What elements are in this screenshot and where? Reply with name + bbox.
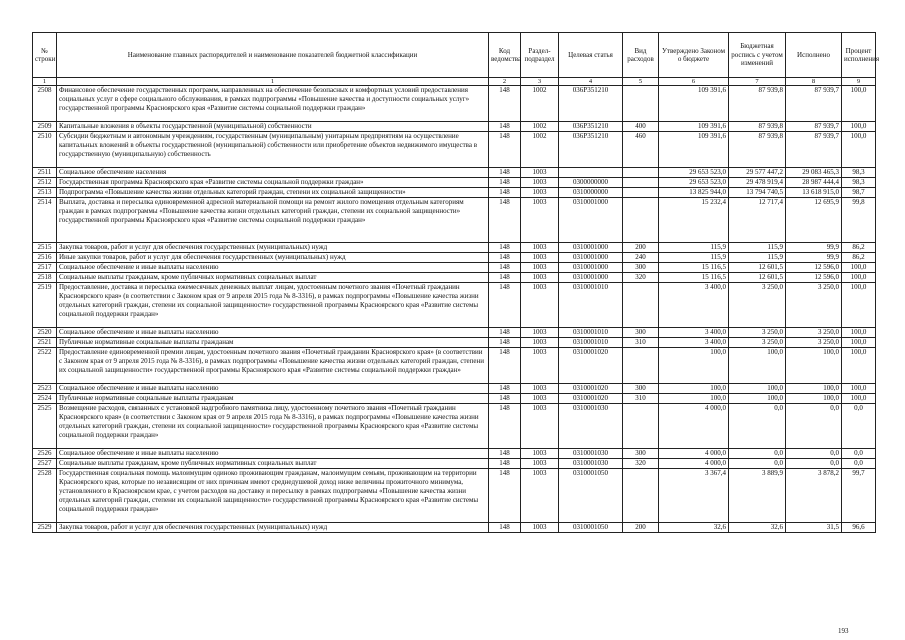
dept-code: 148 [489, 132, 521, 168]
row-name: Социальное обеспечение и иные выплаты населению [57, 263, 489, 273]
approved-amount: 3 400,0 [659, 328, 729, 338]
row-number: 2517 [33, 263, 57, 273]
percent-value: 100,0 [842, 86, 876, 122]
budget-amount: 115,9 [729, 243, 786, 253]
header-target-article: Целевая статья [559, 33, 623, 78]
budget-amount: 3 250,0 [729, 328, 786, 338]
column-number: 4 [559, 78, 623, 86]
executed-amount: 87 939,7 [786, 132, 842, 168]
header-row [33, 33, 876, 78]
budget-amount: 12 601,5 [729, 263, 786, 273]
approved-amount: 100,0 [659, 394, 729, 404]
target-article: 0310001050 [559, 469, 623, 523]
budget-amount: 12 717,4 [729, 198, 786, 243]
executed-amount: 3 250,0 [786, 283, 842, 328]
table-row [33, 283, 876, 328]
percent-value: 100,0 [842, 338, 876, 348]
dept-code: 148 [489, 283, 521, 328]
dept-code: 148 [489, 459, 521, 469]
dept-code: 148 [489, 449, 521, 459]
row-number: 2527 [33, 459, 57, 469]
percent-value: 98,3 [842, 178, 876, 188]
table-row [33, 328, 876, 338]
budget-amount: 87 939,8 [729, 122, 786, 132]
section-code: 1003 [521, 283, 559, 328]
table-row [33, 122, 876, 132]
expense-type [623, 168, 659, 178]
approved-amount: 115,9 [659, 243, 729, 253]
target-article: 0310001020 [559, 384, 623, 394]
budget-amount: 100,0 [729, 394, 786, 404]
dept-code: 148 [489, 523, 521, 533]
row-name: Социальное обеспечение и иные выплаты населению [57, 449, 489, 459]
section-code: 1003 [521, 338, 559, 348]
header-dept-code: Код ведомства [489, 33, 521, 78]
table-row [33, 338, 876, 348]
row-name: Социальное обеспечение и иные выплаты населению [57, 328, 489, 338]
section-code: 1003 [521, 168, 559, 178]
target-article: 0310001000 [559, 243, 623, 253]
executed-amount: 0,0 [786, 404, 842, 449]
expense-type: 200 [623, 523, 659, 533]
approved-amount: 4 000,0 [659, 459, 729, 469]
expense-type [623, 178, 659, 188]
target-article: 0310001000 [559, 273, 623, 283]
dept-code: 148 [489, 243, 521, 253]
percent-value: 100,0 [842, 132, 876, 168]
approved-amount: 109 391,6 [659, 86, 729, 122]
percent-value: 0,0 [842, 449, 876, 459]
row-number: 2512 [33, 178, 57, 188]
executed-amount: 3 250,0 [786, 338, 842, 348]
approved-amount: 109 391,6 [659, 132, 729, 168]
expense-type: 240 [623, 253, 659, 263]
expense-type: 200 [623, 243, 659, 253]
budget-amount: 87 939,8 [729, 132, 786, 168]
dept-code: 148 [489, 338, 521, 348]
percent-value: 0,0 [842, 404, 876, 449]
dept-code: 148 [489, 263, 521, 273]
target-article: 036Р351210 [559, 86, 623, 122]
executed-amount: 28 987 444,4 [786, 178, 842, 188]
target-article: 0310001050 [559, 523, 623, 533]
percent-value: 100,0 [842, 348, 876, 384]
dept-code: 148 [489, 188, 521, 198]
target-article: 0310001000 [559, 263, 623, 273]
budget-amount: 115,9 [729, 253, 786, 263]
budget-table-sheet [32, 32, 880, 533]
row-name: Капитальные вложения в объекты государственной (муниципальной) собственности [57, 122, 489, 132]
row-name: Государственная программа Красноярского края «Развитие системы социальной поддержки граждан» [57, 178, 489, 188]
header-section: Раздел-подраздел [521, 33, 559, 78]
row-number: 2521 [33, 338, 57, 348]
approved-amount: 29 653 523,0 [659, 168, 729, 178]
target-article: 036Р351210 [559, 122, 623, 132]
header-expense-type: Вид расходов [623, 33, 659, 78]
percent-value: 100,0 [842, 394, 876, 404]
approved-amount: 3 400,0 [659, 283, 729, 328]
section-code: 1003 [521, 328, 559, 338]
header-executed: Исполнено [786, 33, 842, 78]
row-number: 2514 [33, 198, 57, 243]
budget-amount: 0,0 [729, 459, 786, 469]
approved-amount: 3 400,0 [659, 338, 729, 348]
section-code: 1003 [521, 178, 559, 188]
section-code: 1003 [521, 523, 559, 533]
page-number: 193 [838, 627, 849, 635]
row-name: Закупка товаров, работ и услуг для обеспечения государственных (муниципальных) нужд [57, 243, 489, 253]
row-name: Предоставление единовременной премии лицам, удостоенным почетного звания «Почетный гражданин Красноярского края» (в соответствии с Законом края от 9 апреля 2015 года № 8-3316), в рамках подпрограммы «Повышение качества жизни отдельных категорий граждан, степени их социальной защищенности» государственной программы Красноярского края «Развитие системы социальной поддержки граждан» [57, 348, 489, 384]
dept-code: 148 [489, 404, 521, 449]
percent-value: 100,0 [842, 273, 876, 283]
percent-value: 99,7 [842, 469, 876, 523]
dept-code: 148 [489, 253, 521, 263]
row-number: 2523 [33, 384, 57, 394]
percent-value: 86,2 [842, 243, 876, 253]
header-percent: Процент исполнения [842, 33, 876, 78]
table-row [33, 449, 876, 459]
table-row [33, 384, 876, 394]
table-row [33, 404, 876, 449]
column-number: 1 [33, 78, 57, 86]
executed-amount: 87 939,7 [786, 122, 842, 132]
expense-type: 310 [623, 338, 659, 348]
approved-amount: 13 825 944,0 [659, 188, 729, 198]
expense-type: 320 [623, 273, 659, 283]
expense-type: 400 [623, 122, 659, 132]
table-row [33, 273, 876, 283]
column-number: 2 [489, 78, 521, 86]
target-article: 0310001010 [559, 328, 623, 338]
approved-amount: 29 653 523,0 [659, 178, 729, 188]
table-row [33, 132, 876, 168]
section-code: 1002 [521, 122, 559, 132]
row-name: Финансовое обеспечение государственных программ, направленных на обеспечение безопасных и комфортных условий предоставления социальных услуг в сфере социального обслуживания, в рамках подпрограммы «Повышение качества и доступности социальных услуг» государственной программы Красноярского края «Развитие системы социальной поддержки граждан» [57, 86, 489, 122]
table-row [33, 168, 876, 178]
expense-type [623, 198, 659, 243]
target-article: 0310001000 [559, 198, 623, 243]
budget-amount: 12 601,5 [729, 273, 786, 283]
percent-value: 99,8 [842, 198, 876, 243]
row-name: Иные закупки товаров, работ и услуг для обеспечения государственных (муниципальных) нужд [57, 253, 489, 263]
budget-amount: 13 794 740,5 [729, 188, 786, 198]
header-approved: Утверждено Законом о бюджете [659, 33, 729, 78]
table-row [33, 86, 876, 122]
table-row [33, 253, 876, 263]
percent-value: 100,0 [842, 122, 876, 132]
row-number: 2518 [33, 273, 57, 283]
table-row [33, 523, 876, 533]
section-code: 1003 [521, 253, 559, 263]
budget-amount: 0,0 [729, 404, 786, 449]
row-number: 2516 [33, 253, 57, 263]
executed-amount: 3 250,0 [786, 328, 842, 338]
section-code: 1003 [521, 404, 559, 449]
row-name: Социальное обеспечение населения [57, 168, 489, 178]
section-code: 1003 [521, 449, 559, 459]
table-row [33, 243, 876, 253]
percent-value: 100,0 [842, 263, 876, 273]
header-budget-list: Бюджетная роспись с учетом изменений [729, 33, 786, 78]
row-number: 2524 [33, 394, 57, 404]
row-number: 2515 [33, 243, 57, 253]
target-article: 036Р351210 [559, 132, 623, 168]
expense-type: 300 [623, 384, 659, 394]
budget-amount: 3 250,0 [729, 283, 786, 328]
expense-type [623, 188, 659, 198]
dept-code: 148 [489, 273, 521, 283]
expense-type: 460 [623, 132, 659, 168]
column-numbers-row [33, 78, 876, 86]
expense-type: 300 [623, 263, 659, 273]
row-name: Социальное обеспечение и иные выплаты населению [57, 384, 489, 394]
row-name: Публичные нормативные социальные выплаты гражданам [57, 394, 489, 404]
dept-code: 148 [489, 86, 521, 122]
column-number: 5 [623, 78, 659, 86]
table-row [33, 188, 876, 198]
approved-amount: 32,6 [659, 523, 729, 533]
table-row [33, 469, 876, 523]
executed-amount: 100,0 [786, 348, 842, 384]
row-number: 2510 [33, 132, 57, 168]
header-row-number: № строки [33, 33, 57, 78]
expense-type [623, 348, 659, 384]
column-number: 1 [57, 78, 489, 86]
percent-value: 0,0 [842, 459, 876, 469]
row-name: Публичные нормативные социальные выплаты гражданам [57, 338, 489, 348]
section-code: 1003 [521, 469, 559, 523]
row-number: 2528 [33, 469, 57, 523]
table-row [33, 198, 876, 243]
dept-code: 148 [489, 198, 521, 243]
dept-code: 148 [489, 348, 521, 384]
budget-amount: 29 478 919,4 [729, 178, 786, 188]
expense-type: 320 [623, 459, 659, 469]
row-name: Выплата, доставка и пересылка единовременной адресной материальной помощи на ремонт жилого помещения отдельным категориям граждан в рамках подпрограммы «Повышение качества жизни отдельных категорий граждан, степени их социальной защищенности» государственной программы Красноярского края «Развитие системы социальной поддержки граждан» [57, 198, 489, 243]
budget-amount: 87 939,8 [729, 86, 786, 122]
percent-value: 96,6 [842, 523, 876, 533]
section-code: 1003 [521, 459, 559, 469]
expense-type [623, 86, 659, 122]
target-article: 0300000000 [559, 178, 623, 188]
approved-amount: 100,0 [659, 348, 729, 384]
section-code: 1003 [521, 263, 559, 273]
section-code: 1003 [521, 348, 559, 384]
table-row [33, 348, 876, 384]
row-number: 2529 [33, 523, 57, 533]
budget-amount: 100,0 [729, 348, 786, 384]
dept-code: 148 [489, 469, 521, 523]
approved-amount: 15 232,4 [659, 198, 729, 243]
row-name: Возмещение расходов, связанных с установкой надгробного памятника лицу, удостоенному почетного звания «Почетный гражданин Красноярского края» (в соответствии с Законом края от 9 апреля 2015 года № 8-3316), в рамках подпрограммы «Повышение качества жизни отдельных категорий граждан, степени их социальной защищенности» государственной программы Красноярского края «Развитие системы социальной поддержки граждан» [57, 404, 489, 449]
row-name: Субсидии бюджетным и автономным учреждениям, государственным (муниципальным) унитарным предприятиям на осуществление капитальных вложений в объекты государственной (муниципальной) собственности или приобретение объектов недвижимого имущества в государственную (муниципальную) собственность [57, 132, 489, 168]
column-number: 9 [842, 78, 876, 86]
target-article: 0310001030 [559, 459, 623, 469]
column-number: 6 [659, 78, 729, 86]
header-name: Наименование главных распорядителей и наименование показателей бюджетной классификации [57, 33, 489, 78]
executed-amount: 87 939,7 [786, 86, 842, 122]
percent-value: 98,7 [842, 188, 876, 198]
percent-value: 86,2 [842, 253, 876, 263]
table-row [33, 459, 876, 469]
row-name: Социальные выплаты гражданам, кроме публичных нормативных социальных выплат [57, 459, 489, 469]
section-code: 1002 [521, 86, 559, 122]
column-number: 8 [786, 78, 842, 86]
target-article: 0310001030 [559, 449, 623, 459]
row-number: 2511 [33, 168, 57, 178]
row-name: Закупка товаров, работ и услуг для обеспечения государственных (муниципальных) нужд [57, 523, 489, 533]
executed-amount: 12 695,9 [786, 198, 842, 243]
percent-value: 100,0 [842, 283, 876, 328]
column-number: 7 [729, 78, 786, 86]
approved-amount: 100,0 [659, 384, 729, 394]
row-number: 2520 [33, 328, 57, 338]
row-name: Социальные выплаты гражданам, кроме публичных нормативных социальных выплат [57, 273, 489, 283]
expense-type [623, 469, 659, 523]
dept-code: 148 [489, 328, 521, 338]
section-code: 1003 [521, 384, 559, 394]
dept-code: 148 [489, 168, 521, 178]
executed-amount: 99,9 [786, 253, 842, 263]
expense-type: 300 [623, 449, 659, 459]
table-row [33, 263, 876, 273]
dept-code: 148 [489, 394, 521, 404]
row-number: 2509 [33, 122, 57, 132]
executed-amount: 99,9 [786, 243, 842, 253]
table-row [33, 178, 876, 188]
column-number: 3 [521, 78, 559, 86]
budget-amount: 3 889,9 [729, 469, 786, 523]
target-article: 0310001000 [559, 253, 623, 263]
dept-code: 148 [489, 384, 521, 394]
approved-amount: 3 367,4 [659, 469, 729, 523]
row-number: 2513 [33, 188, 57, 198]
row-number: 2525 [33, 404, 57, 449]
budget-execution-table [32, 32, 880, 533]
section-code: 1003 [521, 273, 559, 283]
approved-amount: 15 116,5 [659, 263, 729, 273]
percent-value: 98,3 [842, 168, 876, 178]
expense-type: 310 [623, 394, 659, 404]
budget-amount: 3 250,0 [729, 338, 786, 348]
dept-code: 148 [489, 178, 521, 188]
expense-type: 300 [623, 328, 659, 338]
target-article: 0310001020 [559, 348, 623, 384]
table-row [33, 394, 876, 404]
budget-amount: 0,0 [729, 449, 786, 459]
executed-amount: 3 878,2 [786, 469, 842, 523]
row-number: 2519 [33, 283, 57, 328]
executed-amount: 12 596,0 [786, 273, 842, 283]
row-number: 2508 [33, 86, 57, 122]
executed-amount: 0,0 [786, 449, 842, 459]
row-name: Государственная социальная помощь малоимущим одиноко проживающим гражданам, малоимущим семьям, проживающим на территории Красноярского края, которые по независящим от них причинам имеют среднедушевой доход ниже величины прожиточного минимума, установленного в Красноярском крае, с учетом расходов на доставку и пересылку в рамках подпрограммы «Повышение качества жизни отдельных категорий граждан, степени их социальной защищенности» государственной программы Красноярского края «Развитие системы социальной поддержки граждан» [57, 469, 489, 523]
approved-amount: 115,9 [659, 253, 729, 263]
target-article: 0310001020 [559, 394, 623, 404]
target-article: 0310000000 [559, 188, 623, 198]
approved-amount: 4 000,0 [659, 449, 729, 459]
approved-amount: 4 000,0 [659, 404, 729, 449]
section-code: 1003 [521, 394, 559, 404]
target-article: 0310001010 [559, 338, 623, 348]
approved-amount: 109 391,6 [659, 122, 729, 132]
expense-type [623, 404, 659, 449]
target-article: 0310001010 [559, 283, 623, 328]
executed-amount: 0,0 [786, 459, 842, 469]
executed-amount: 29 083 465,3 [786, 168, 842, 178]
executed-amount: 100,0 [786, 394, 842, 404]
percent-value: 100,0 [842, 328, 876, 338]
percent-value: 100,0 [842, 384, 876, 394]
executed-amount: 12 596,0 [786, 263, 842, 273]
executed-amount: 13 618 915,0 [786, 188, 842, 198]
expense-type [623, 283, 659, 328]
dept-code: 148 [489, 122, 521, 132]
target-article: 0310001030 [559, 404, 623, 449]
approved-amount: 15 116,5 [659, 273, 729, 283]
target-article [559, 168, 623, 178]
row-number: 2522 [33, 348, 57, 384]
budget-amount: 32,6 [729, 523, 786, 533]
section-code: 1003 [521, 243, 559, 253]
section-code: 1003 [521, 188, 559, 198]
section-code: 1002 [521, 132, 559, 168]
budget-amount: 100,0 [729, 384, 786, 394]
row-number: 2526 [33, 449, 57, 459]
executed-amount: 31,5 [786, 523, 842, 533]
table-body [33, 86, 876, 533]
executed-amount: 100,0 [786, 384, 842, 394]
section-code: 1003 [521, 198, 559, 243]
budget-amount: 29 577 447,2 [729, 168, 786, 178]
row-name: Предоставление, доставка и пересылка ежемесячных денежных выплат лицам, удостоенным почетного звания «Почетный гражданин Красноярского края» (в соответствии с Законом края от 9 апреля 2015 года № 8-3316), в рамках подпрограммы «Повышение качества жизни отдельных категорий граждан, степени их социальной защищенности» государственной программы Красноярского края «Развитие системы социальной поддержки граждан» [57, 283, 489, 328]
row-name: Подпрограмма «Повышение качества жизни отдельных категорий граждан, степени их социальной защищенности» [57, 188, 489, 198]
